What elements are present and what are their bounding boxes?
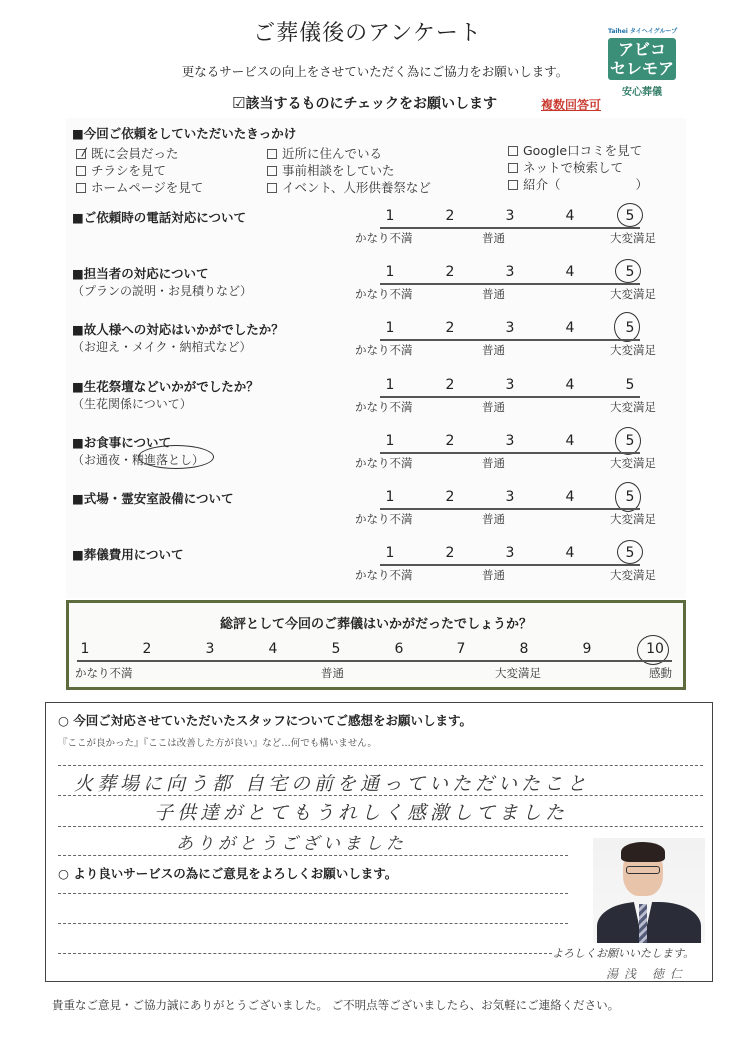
rating-4[interactable]: 4 (565, 264, 575, 280)
scale-line (380, 227, 640, 229)
overall-rating-7[interactable]: 7 (456, 641, 466, 657)
scale-line (380, 508, 640, 510)
staff-photo (593, 838, 705, 943)
label-low: かなり不満 (355, 231, 413, 245)
scale-line (380, 564, 640, 566)
comments-box (45, 702, 713, 982)
option-label: イベント、人形供養祭など (282, 180, 431, 195)
label-high: 大変満足 (495, 666, 541, 680)
option-consultation[interactable] (267, 161, 395, 179)
scale-line (380, 283, 640, 285)
option-label: 事前相談をしていた (282, 163, 395, 178)
rating-2[interactable]: 2 (445, 489, 455, 505)
staff-name: 湯浅 徳仁 (606, 967, 688, 981)
q2-rating-scale[interactable] (355, 264, 680, 304)
logo-mark (608, 38, 676, 80)
rating-2[interactable]: 2 (445, 208, 455, 224)
overall-rating-1[interactable]: 1 (80, 641, 90, 657)
checkbox[interactable] (76, 183, 86, 193)
q4-sub: （生花関係について） (72, 397, 192, 411)
page-title: ご葬儀後のアンケート (253, 21, 482, 46)
rating-1[interactable]: 1 (385, 377, 395, 393)
option-label: 既に会員だった (91, 146, 179, 161)
option-label: ネットで検索して (523, 160, 624, 175)
overall-rating-2[interactable]: 2 (142, 641, 152, 657)
option-label: Google口コミを見て (523, 143, 643, 158)
checkbox[interactable] (76, 166, 86, 176)
q1-rating-scale[interactable] (355, 208, 680, 248)
label-low: かなり不満 (355, 568, 413, 582)
overall-rating-6[interactable]: 6 (394, 641, 404, 657)
label-high: 大変満足 (610, 400, 656, 414)
rating-2[interactable]: 2 (445, 264, 455, 280)
checkbox[interactable] (267, 166, 277, 176)
writing-line[interactable] (58, 923, 568, 924)
label-high: 大変満足 (610, 343, 656, 357)
overall-rating-4[interactable]: 4 (268, 641, 278, 657)
rating-5[interactable]: 5 (625, 377, 635, 393)
company-logo (608, 26, 684, 98)
overall-rating-scale[interactable] (77, 641, 672, 661)
rating-1[interactable]: 1 (385, 433, 395, 449)
label-low: かなり不満 (355, 512, 413, 526)
rating-3[interactable]: 3 (505, 208, 515, 224)
label-top: 感動 (649, 666, 672, 680)
rating-2[interactable]: 2 (445, 433, 455, 449)
overall-rating-3[interactable]: 3 (205, 641, 215, 657)
checkbox[interactable] (508, 180, 518, 190)
instruction-text: 該当するものにチェックをお願いします (245, 96, 498, 112)
option-event[interactable] (267, 178, 431, 196)
label-mid: 普通 (321, 666, 344, 680)
label-low: かなり不満 (75, 666, 133, 680)
writing-line (58, 795, 703, 796)
selected-circle (615, 427, 641, 455)
label-low: かなり不満 (355, 343, 413, 357)
option-label: チラシを見て (91, 163, 167, 178)
q3-heading: ■故人様への対応はいかがでしたか？ (72, 322, 284, 337)
rating-5[interactable]: 5 (625, 320, 635, 336)
option-homepage[interactable] (76, 178, 203, 196)
writing-line (58, 826, 703, 827)
rating-3[interactable]: 3 (505, 377, 515, 393)
option-referral[interactable] (508, 175, 648, 193)
label-mid: 普通 (482, 287, 505, 301)
overall-rating-box (66, 600, 686, 690)
label-high: 大変満足 (610, 512, 656, 526)
writing-line (58, 855, 568, 856)
writing-line[interactable] (58, 953, 552, 954)
checkbox[interactable] (508, 146, 518, 156)
scale-line (380, 396, 640, 398)
group-name: Taihei タイヘイグループ (608, 28, 678, 35)
q7-heading: ■葬儀費用について (72, 547, 184, 562)
instruction (232, 93, 497, 113)
rating-1[interactable]: 1 (385, 320, 395, 336)
option-flyer[interactable] (76, 161, 166, 179)
rating-3[interactable]: 3 (505, 545, 515, 561)
label-low: かなり不満 (355, 287, 413, 301)
handwritten-comment-line-2[interactable]: 子供達がとてもうれしく感激してました (154, 802, 569, 824)
rating-5[interactable]: 5 (625, 489, 635, 505)
checkbox[interactable] (267, 183, 277, 193)
option-web-search[interactable] (508, 158, 623, 176)
logo-line1: アビコ (617, 40, 666, 59)
checkbox-icon: ☑ (232, 94, 246, 112)
scale-line (380, 452, 640, 454)
rating-1[interactable]: 1 (385, 545, 395, 561)
rating-2[interactable]: 2 (445, 545, 455, 561)
overall-question: 総評として今回のご葬儀はいかがだったでしょうか？ (219, 617, 532, 632)
rating-4[interactable]: 4 (565, 377, 575, 393)
writing-line (58, 765, 703, 766)
q6-heading: ■式場・霊安室設備について (72, 491, 234, 506)
selected-circle (615, 259, 641, 283)
label-high: 大変満足 (610, 568, 656, 582)
q5-sub: （お通夜・精進落とし） (72, 453, 205, 467)
q3-sub: （お迎え・メイク・納棺式など） (72, 340, 252, 354)
q1-heading: ■ご依頼時の電話対応について (72, 210, 247, 225)
rating-5[interactable]: 5 (625, 545, 635, 561)
q4-rating-scale[interactable] (355, 377, 680, 417)
rating-3[interactable]: 3 (505, 264, 515, 280)
service-feedback-heading: ○ より良いサービスの為にご意見をよろしくお願いします。 (58, 866, 398, 881)
q5-heading: ■お食事について (72, 435, 172, 450)
rating-2[interactable]: 2 (445, 320, 455, 336)
circled-option-annotation (138, 445, 214, 469)
overall-rating-9[interactable]: 9 (582, 641, 592, 657)
logo-line2: セレモア (609, 59, 674, 78)
label-low: かなり不満 (355, 456, 413, 470)
q4-heading: ■生花祭壇などいかがでしたか？ (72, 379, 259, 394)
rating-4[interactable]: 4 (565, 433, 575, 449)
selected-circle (614, 312, 640, 342)
label-mid: 普通 (482, 568, 505, 582)
rating-3[interactable]: 3 (505, 433, 515, 449)
staff-feedback-hint: 『ここが良かった』『ここは改善した方が良い』など…何でも構いません。 (58, 738, 377, 749)
label-low: かなり不満 (355, 400, 413, 414)
overall-rating-5[interactable]: 5 (331, 641, 341, 657)
selected-circle (617, 540, 643, 564)
logo-tagline: 安心葬儀 (622, 87, 662, 98)
rating-4[interactable]: 4 (565, 545, 575, 561)
option-nearby[interactable] (267, 144, 382, 162)
checkbox[interactable] (76, 149, 86, 159)
writing-line[interactable] (58, 893, 568, 894)
option-member[interactable] (76, 144, 179, 162)
handwritten-comment-line-1[interactable]: 火葬場に向う都 自宅の前を通っていただいたこと (74, 773, 591, 795)
footer-thanks: 貴重なご意見・ご協力誠にありがとうございました。 ご不明点等ございましたら、お気軽にご連絡ください。 (52, 998, 620, 1012)
handwritten-comment-line-3[interactable]: ありがとうございました (176, 834, 407, 854)
overall-rating-10[interactable]: 10 (646, 641, 664, 657)
label-mid: 普通 (482, 400, 505, 414)
option-label: 近所に住んでいる (282, 146, 383, 161)
rating-5[interactable]: 5 (625, 433, 635, 449)
rating-1[interactable]: 1 (385, 264, 395, 280)
page-subtitle: 更なるサービスの向上をさせていただく為にご協力をお願いします。 (181, 64, 569, 79)
label-mid: 普通 (482, 231, 505, 245)
rating-1[interactable]: 1 (385, 208, 395, 224)
staff-message: よろしくお願いいたします。 (552, 947, 695, 960)
rating-1[interactable]: 1 (385, 489, 395, 505)
q6-rating-scale[interactable] (355, 489, 680, 529)
scale-line (380, 339, 640, 341)
rating-5[interactable]: 5 (625, 264, 635, 280)
rating-4[interactable]: 4 (565, 208, 575, 224)
checkbox[interactable] (267, 149, 277, 159)
selected-circle (617, 203, 643, 227)
rating-4[interactable]: 4 (565, 320, 575, 336)
checkbox[interactable] (508, 163, 518, 173)
rating-3[interactable]: 3 (505, 320, 515, 336)
label-high: 大変満足 (610, 456, 656, 470)
overall-rating-8[interactable]: 8 (519, 641, 529, 657)
option-label: ホームページを見て (91, 180, 204, 195)
label-high: 大変満足 (610, 287, 656, 301)
label-high: 大変満足 (610, 231, 656, 245)
label-mid: 普通 (482, 512, 505, 526)
staff-feedback-heading: ○ 今回ご対応させていただいたスタッフについてご感想をお願いします。 (58, 713, 473, 728)
q3-rating-scale[interactable] (355, 320, 680, 360)
rating-4[interactable]: 4 (565, 489, 575, 505)
rating-2[interactable]: 2 (445, 377, 455, 393)
label-mid: 普通 (482, 456, 505, 470)
q2-heading: ■担当者の対応について (72, 266, 209, 281)
q2-sub: （プランの説明・お見積りなど） (72, 284, 253, 298)
option-label: 紹介（ ） (523, 177, 649, 192)
trigger-heading: ■今回ご依頼をしていただいたきっかけ (72, 126, 297, 141)
multiple-answers-note: 複数回答可 (541, 98, 602, 112)
overall-scale-line (77, 660, 672, 662)
label-mid: 普通 (482, 343, 505, 357)
rating-5[interactable]: 5 (625, 208, 635, 224)
rating-3[interactable]: 3 (505, 489, 515, 505)
option-google[interactable] (508, 141, 642, 159)
q5-rating-scale[interactable] (355, 433, 680, 473)
q7-rating-scale[interactable] (355, 545, 680, 585)
